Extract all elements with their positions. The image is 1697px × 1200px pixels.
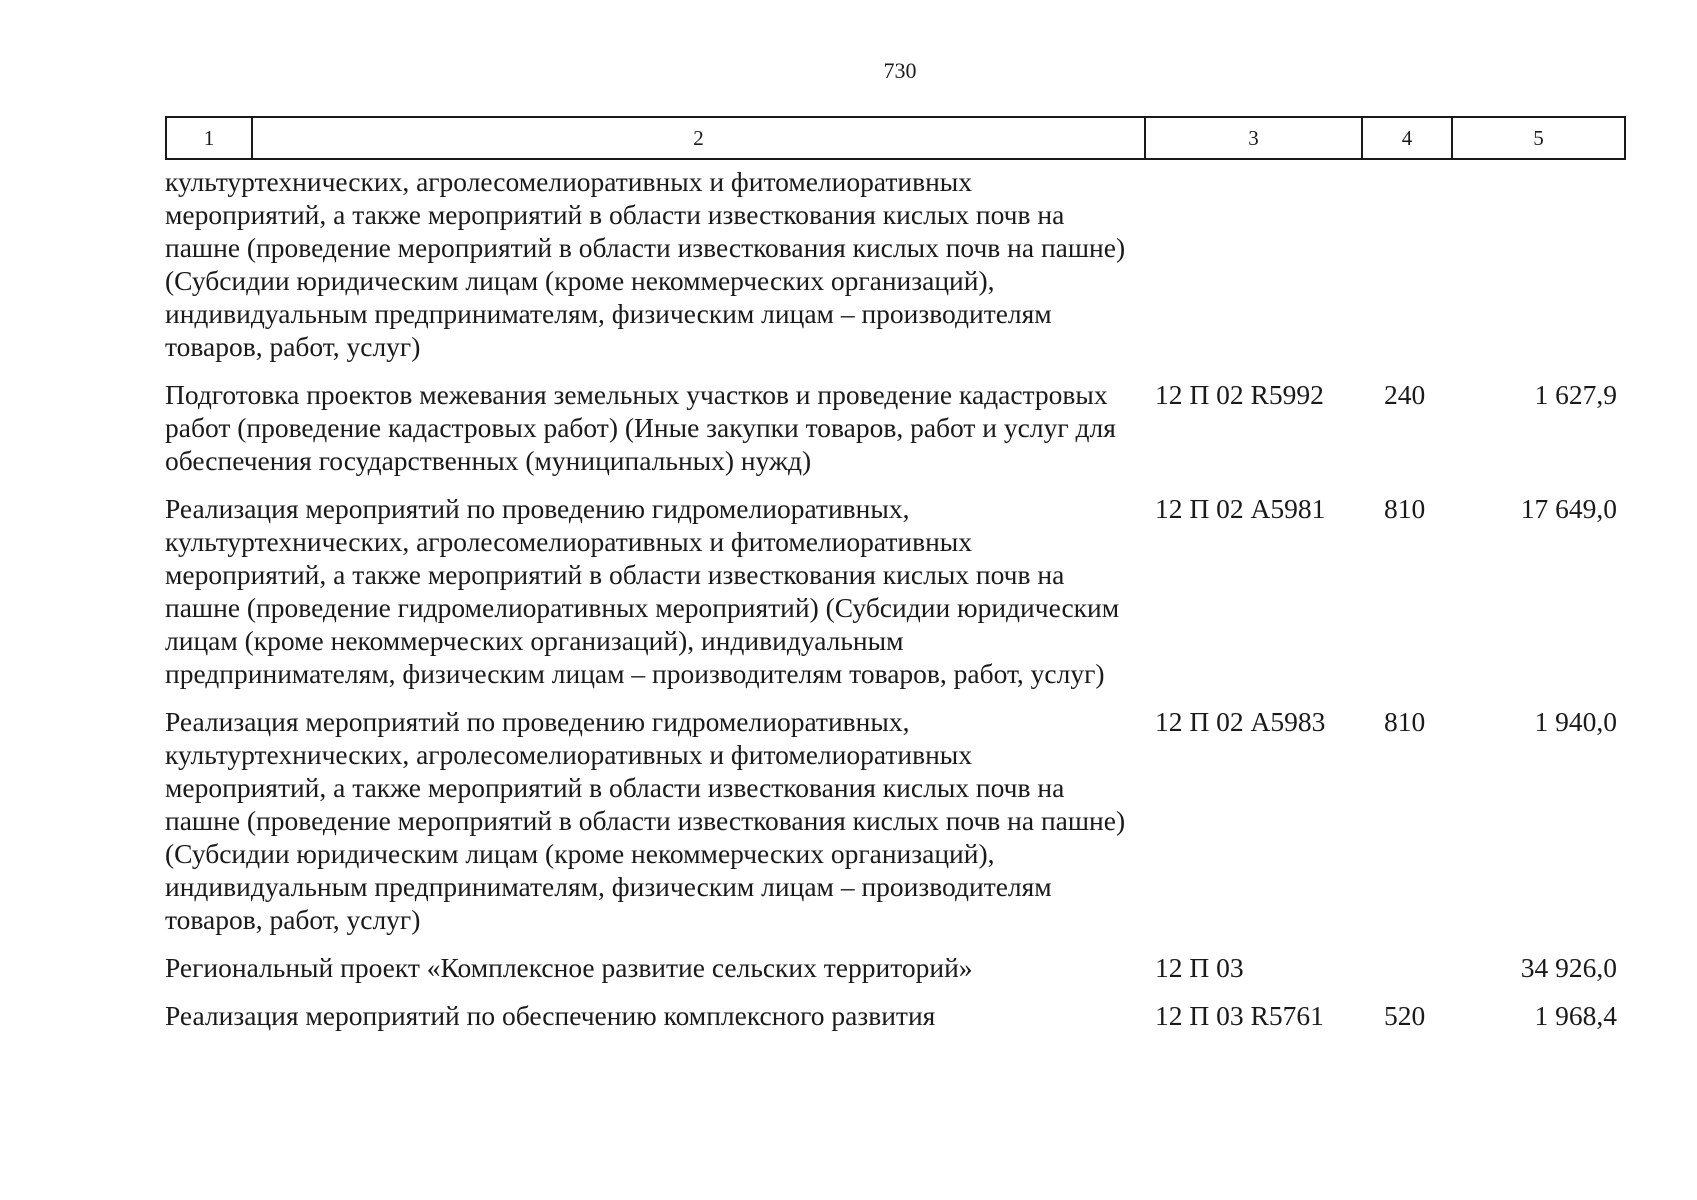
budget-code-cell <box>1145 159 1362 378</box>
amount-cell <box>1452 159 1625 378</box>
budget-table <box>165 116 1626 1047</box>
budget-code-cell: 12 П 03 R5761 <box>1155 1000 1324 1031</box>
item-name-cell <box>165 159 1145 378</box>
table-row <box>166 951 1625 999</box>
item-name-cell <box>165 999 1145 1047</box>
column-header-5: 5 <box>1452 117 1625 159</box>
expense-type-cell: 810 <box>1384 493 1426 524</box>
table-row <box>166 492 1625 705</box>
amount-cell: 34 926,0 <box>1520 952 1617 983</box>
amount-cell: 1 940,0 <box>1534 706 1617 737</box>
item-name-cell <box>165 492 1145 705</box>
item-name-cell <box>165 951 1145 999</box>
page-number: 730 <box>883 58 917 83</box>
expense-type-cell <box>1362 159 1452 378</box>
budget-code-cell: 12 П 02 A5981 <box>1155 493 1326 524</box>
amount-cell: 17 649,0 <box>1520 493 1617 524</box>
item-name: Реализация мероприятий по обеспечению комплексного развития <box>165 1000 936 1031</box>
expense-type-cell: 810 <box>1384 706 1426 737</box>
column-header-2: 2 <box>252 117 1145 159</box>
amount-cell: 1 968,4 <box>1534 1000 1617 1031</box>
item-name-cell <box>165 378 1145 492</box>
table-row <box>166 999 1625 1047</box>
column-header-1: 1 <box>166 117 252 159</box>
item-name: культуртехнических, агролесомелиоративных и фитомелиоративных мероприятий, а также мероприятий в области известкования кислых почв на пашне (проведение мероприятий в области известкования кислых почв на пашне) (Субсидии юридическим лицам (кроме некоммерческих организаций), индивидуальным предпринимателям, физическим лицам – производителям товаров, работ, услуг) <box>165 166 1126 362</box>
item-name: Реализация мероприятий по проведению гидромелиоративных, культуртехнических, агролесомелиоративных и фитомелиоративных мероприятий, а также мероприятий в области известкования кислых почв на пашне (проведение мероприятий в области известкования кислых почв на пашне) (Субсидии юридическим лицам (кроме некоммерческих организаций), индивидуальным предпринимателям, физическим лицам – производителям товаров, работ, услуг) <box>165 706 1126 935</box>
column-header-3: 3 <box>1145 117 1362 159</box>
item-name-cell <box>165 705 1145 951</box>
item-name: Подготовка проектов межевания земельных участков и проведение кадастровых работ (проведение кадастровых работ) (Иные закупки товаров, работ и услуг для обеспечения государственных (муниципальных) нужд) <box>165 379 1116 476</box>
table-row <box>166 378 1625 492</box>
item-name: Региональный проект «Комплексное развитие сельских территорий» <box>165 952 973 983</box>
budget-code-cell: 12 П 02 A5983 <box>1155 706 1326 737</box>
column-header-4: 4 <box>1362 117 1452 159</box>
expense-type-cell: 240 <box>1384 379 1426 410</box>
budget-code-cell: 12 П 03 <box>1155 952 1244 983</box>
amount-cell: 1 627,9 <box>1534 379 1617 410</box>
table-header <box>166 117 1625 159</box>
expense-type-cell: 520 <box>1384 1000 1426 1031</box>
item-name: Реализация мероприятий по проведению гидромелиоративных, культуртехнических, агролесомелиоративных и фитомелиоративных мероприятий, а также мероприятий в области известкования кислых почв на пашне (проведение гидромелиоративных мероприятий) (Субсидии юридическим лицам (кроме некоммерческих организаций), индивидуальным предпринимателям, физическим лицам – производителям товаров, работ, услуг) <box>165 493 1120 689</box>
expense-type-cell <box>1362 951 1452 999</box>
table-row <box>166 705 1625 951</box>
table-row <box>166 159 1625 378</box>
budget-code-cell: 12 П 02 R5992 <box>1155 379 1324 410</box>
